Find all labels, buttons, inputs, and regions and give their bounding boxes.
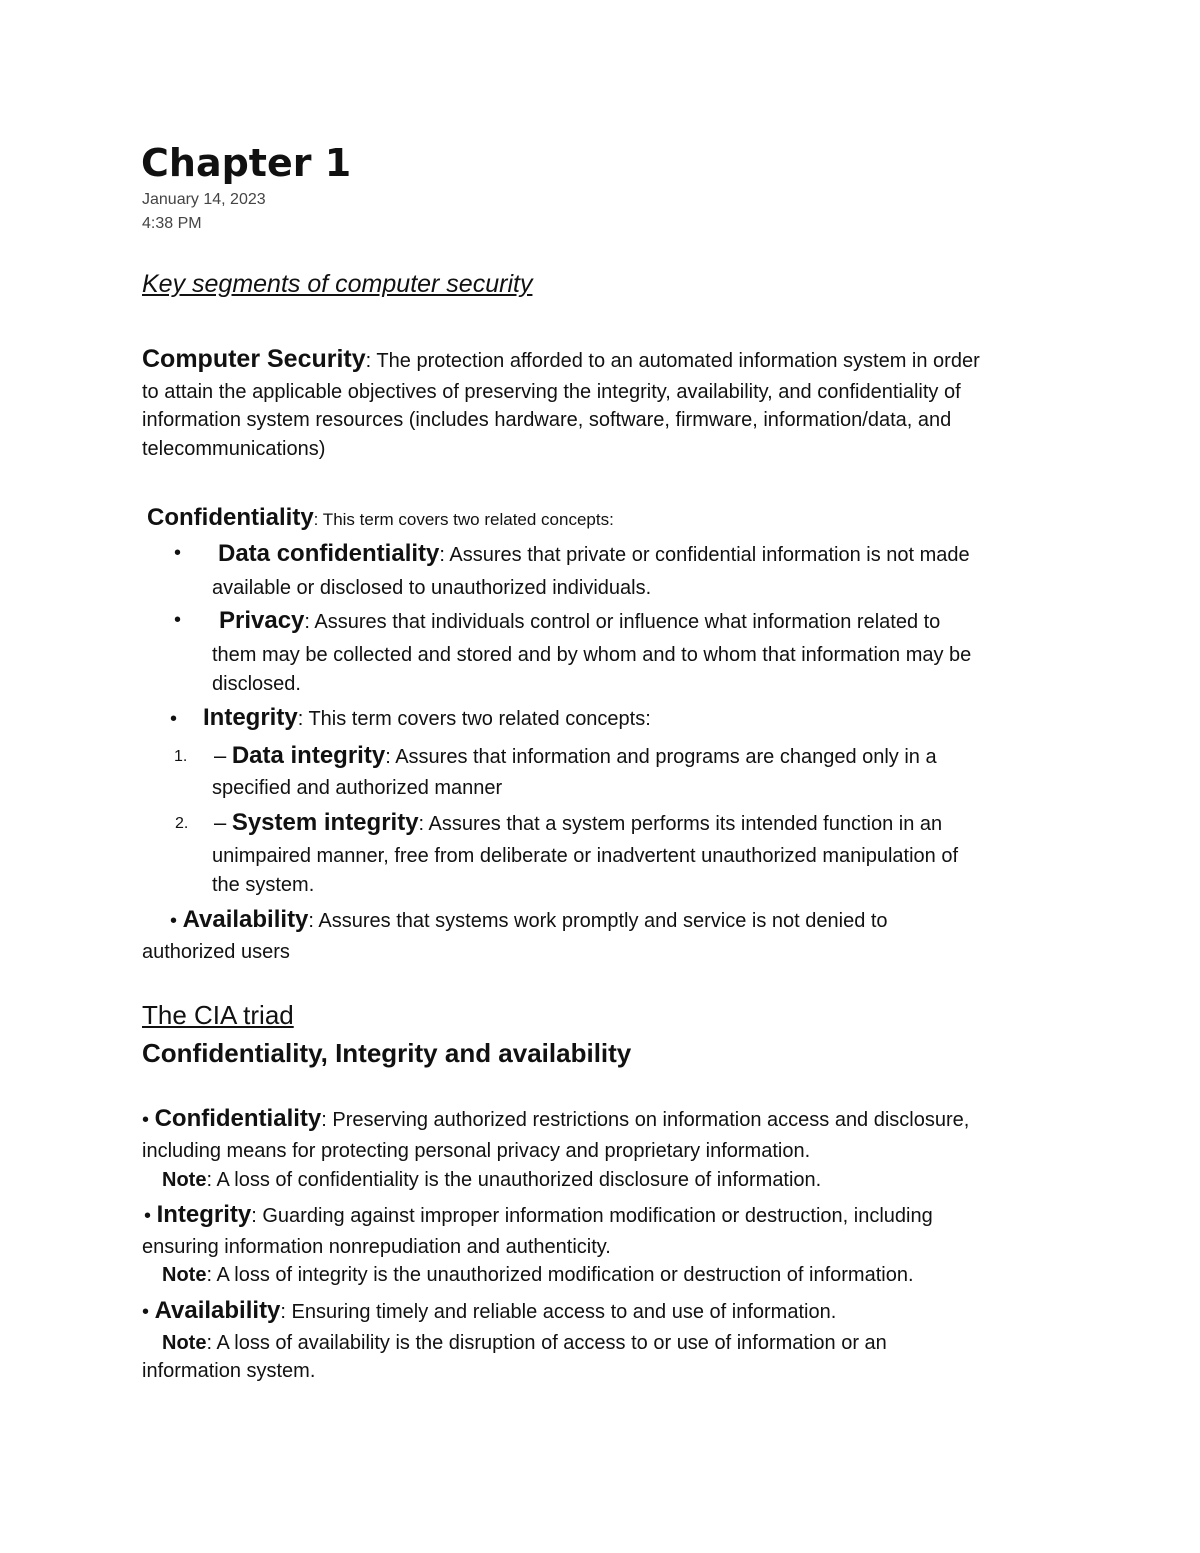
bullet-cia-integrity: • xyxy=(144,1205,152,1227)
data-confidentiality-term: Data confidentiality xyxy=(218,540,440,567)
computer-security-line-2: to attain the applicable objectives of preserving the integrity, availability, and confidentiality of xyxy=(142,381,961,403)
confidentiality-intro xyxy=(147,503,614,535)
integrity-text: : This term covers two related concepts: xyxy=(297,708,651,730)
data-confidentiality-text: : Assures that private or confidential information is not made xyxy=(439,544,970,566)
bullet-cia-confidentiality: • xyxy=(142,1109,150,1131)
computer-security-line-3: information system resources (includes hardware, software, firmware, information/data, and xyxy=(142,409,952,431)
data-integrity-text: : Assures that information and programs are changed only in a xyxy=(385,746,937,768)
computer-security-line-4: telecommunications) xyxy=(142,438,326,460)
note-label: Note xyxy=(162,1264,207,1286)
page-title: Chapter 1 xyxy=(141,141,352,185)
data-integrity-term: Data integrity xyxy=(231,742,386,769)
bullet-cia-availability: • xyxy=(142,1301,150,1323)
availability-line-2: authorized users xyxy=(142,941,290,963)
note-label: Note xyxy=(162,1332,207,1354)
data-integrity-line-1 xyxy=(214,741,937,772)
cia-confidentiality-term: Confidentiality xyxy=(154,1105,322,1132)
availability-text: : Assures that systems work promptly and service is not denied to xyxy=(308,910,888,932)
data-confidentiality-line-1 xyxy=(218,539,970,570)
bullet-privacy: • xyxy=(174,609,182,631)
note-text: : A loss of integrity is the unauthorized modification or destruction of information. xyxy=(206,1264,914,1286)
heading-key-segments: Key segments of computer security xyxy=(142,270,533,298)
integrity-term: Integrity xyxy=(203,704,298,731)
note-text: : A loss of availability is the disruption of access to or use of information or an xyxy=(206,1332,887,1354)
note-text: : A loss of confidentiality is the unauthorized disclosure of information. xyxy=(206,1169,822,1191)
privacy-line-3: disclosed. xyxy=(212,673,301,695)
bullet-availability: • xyxy=(170,910,178,932)
cia-confidentiality-line-2: including means for protecting personal privacy and proprietary information. xyxy=(142,1140,811,1162)
system-integrity-line-3: the system. xyxy=(212,874,315,896)
cia-availability-line-last: information system. xyxy=(142,1360,316,1382)
privacy-line-2: them may be collected and stored and by whom and to whom that information may be xyxy=(212,644,972,666)
bullet-data-confidentiality: • xyxy=(174,542,182,564)
confidentiality-text: : This term covers two related concepts: xyxy=(313,510,614,529)
availability-term: Availability xyxy=(182,906,309,933)
number-system-integrity: 2. xyxy=(175,815,189,832)
cia-confidentiality-note xyxy=(162,1165,821,1195)
heading-cia-triad: The CIA triad xyxy=(142,1000,294,1030)
cia-integrity-note xyxy=(162,1260,914,1290)
cia-confidentiality-line-1 xyxy=(142,1104,969,1135)
computer-security-text: : The protection afforded to an automated information system in order xyxy=(365,350,980,372)
number-data-integrity: 1. xyxy=(174,748,188,765)
confidentiality-term: Confidentiality xyxy=(147,504,314,531)
cia-integrity-text: : Guarding against improper information modification or destruction, including xyxy=(251,1205,933,1227)
privacy-line-1 xyxy=(219,606,940,637)
privacy-term: Privacy xyxy=(219,607,305,634)
note-label: Note xyxy=(162,1169,207,1191)
system-integrity-text: : Assures that a system performs its intended function in an xyxy=(418,813,943,835)
availability-line-1 xyxy=(170,905,888,936)
cia-integrity-line-1 xyxy=(144,1200,933,1231)
page-time: 4:38 PM xyxy=(142,215,202,232)
privacy-text: : Assures that individuals control or influence what information related to xyxy=(304,611,941,633)
system-integrity-term: System integrity xyxy=(231,809,419,836)
integrity-intro xyxy=(203,703,651,734)
cia-integrity-line-2: ensuring information nonrepudiation and authenticity. xyxy=(142,1236,611,1258)
page-date: January 14, 2023 xyxy=(142,191,266,208)
dash-system-integrity: – xyxy=(214,810,227,835)
cia-integrity-term: Integrity xyxy=(156,1201,252,1228)
data-integrity-line-2: specified and authorized manner xyxy=(212,777,503,799)
system-integrity-line-1 xyxy=(214,808,942,839)
computer-security-line-1 xyxy=(142,344,980,376)
data-confidentiality-line-2: available or disclosed to unauthorized individuals. xyxy=(212,577,652,599)
computer-security-term: Computer Security xyxy=(142,345,366,373)
bullet-integrity: • xyxy=(170,708,178,730)
subheading-cia: Confidentiality, Integrity and availability xyxy=(142,1038,632,1068)
dash-data-integrity: – xyxy=(214,743,227,768)
cia-availability-term: Availability xyxy=(154,1297,281,1324)
cia-availability-line-1 xyxy=(142,1296,836,1327)
cia-availability-note xyxy=(162,1328,887,1358)
cia-confidentiality-text: : Preserving authorized restrictions on information access and disclosure, xyxy=(321,1109,970,1131)
system-integrity-line-2: unimpaired manner, free from deliberate or inadvertent unauthorized manipulation of xyxy=(212,845,958,867)
cia-availability-text: : Ensuring timely and reliable access to and use of information. xyxy=(280,1301,837,1323)
